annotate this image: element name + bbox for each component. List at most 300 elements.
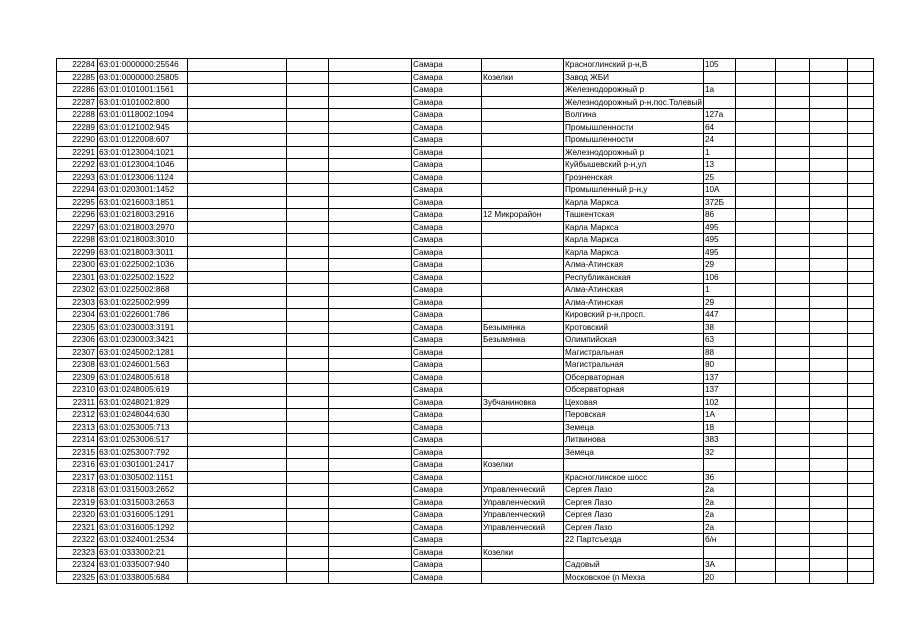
city-cell: Самара [412, 209, 482, 222]
locality-cell: 12 Микрорайон [482, 209, 564, 222]
table-row [57, 559, 874, 572]
empty-cell [287, 284, 329, 297]
empty-cell [809, 334, 847, 347]
empty-cell [329, 184, 412, 197]
empty-cell [329, 96, 412, 109]
house-cell: 10А [703, 184, 735, 197]
cadastral-number-cell: 63:01:0333002:21 [98, 546, 188, 559]
row-number-cell: 22319 [57, 496, 98, 509]
empty-cell [775, 84, 809, 97]
cadastral-number-cell: 63:01:0101002:800 [98, 96, 188, 109]
empty-cell [287, 96, 329, 109]
house-cell: 1 [703, 146, 735, 159]
city-cell: Самара [412, 384, 482, 397]
empty-cell [809, 396, 847, 409]
empty-cell [287, 196, 329, 209]
empty-cell [735, 421, 775, 434]
empty-cell [847, 296, 873, 309]
row-number-cell: 22305 [57, 321, 98, 334]
row-number-cell: 22320 [57, 509, 98, 522]
cadastral-number-cell: 63:01:0122008:607 [98, 134, 188, 147]
empty-cell [735, 334, 775, 347]
table-body [57, 59, 874, 584]
row-number-cell: 22306 [57, 334, 98, 347]
cadastral-number-cell: 63:01:0203001:1452 [98, 184, 188, 197]
table-row [57, 459, 874, 472]
empty-cell [809, 409, 847, 422]
street-cell: Перовская [564, 409, 704, 422]
street-cell: Карла Маркса [564, 221, 704, 234]
city-cell: Самара [412, 446, 482, 459]
row-number-cell: 22315 [57, 446, 98, 459]
locality-cell [482, 309, 564, 322]
empty-cell [735, 159, 775, 172]
empty-cell [735, 409, 775, 422]
city-cell: Самара [412, 309, 482, 322]
cadastral-number-cell: 63:01:0000000:25546 [98, 59, 188, 72]
empty-cell [188, 359, 287, 372]
locality-cell [482, 196, 564, 209]
row-number-cell: 22295 [57, 196, 98, 209]
house-cell: 105 [703, 59, 735, 72]
table-row [57, 321, 874, 334]
street-cell [564, 546, 704, 559]
empty-cell [329, 359, 412, 372]
locality-cell [482, 184, 564, 197]
empty-cell [847, 146, 873, 159]
street-cell: Литвинова [564, 434, 704, 447]
empty-cell [188, 121, 287, 134]
cadastral-number-cell: 63:01:0230003:3191 [98, 321, 188, 334]
empty-cell [809, 346, 847, 359]
empty-cell [735, 184, 775, 197]
house-cell [703, 546, 735, 559]
empty-cell [329, 309, 412, 322]
empty-cell [329, 271, 412, 284]
empty-cell [188, 409, 287, 422]
cadastral-number-cell: 63:01:0253005:713 [98, 421, 188, 434]
empty-cell [188, 134, 287, 147]
empty-cell [188, 534, 287, 547]
table-row [57, 84, 874, 97]
empty-cell [847, 384, 873, 397]
empty-cell [847, 396, 873, 409]
empty-cell [188, 521, 287, 534]
locality-cell [482, 84, 564, 97]
house-cell: 3А [703, 559, 735, 572]
row-number-cell: 22304 [57, 309, 98, 322]
empty-cell [188, 96, 287, 109]
empty-cell [775, 146, 809, 159]
row-number-cell: 22296 [57, 209, 98, 222]
empty-cell [735, 196, 775, 209]
empty-cell [329, 484, 412, 497]
locality-cell: Зубчаниновка [482, 396, 564, 409]
table-row [57, 471, 874, 484]
empty-cell [809, 559, 847, 572]
empty-cell [847, 184, 873, 197]
empty-cell [188, 434, 287, 447]
row-number-cell: 22284 [57, 59, 98, 72]
street-cell: Цеховая [564, 396, 704, 409]
empty-cell [847, 471, 873, 484]
street-cell: Промышленности [564, 121, 704, 134]
empty-cell [287, 309, 329, 322]
empty-cell [735, 434, 775, 447]
house-cell: 106 [703, 271, 735, 284]
empty-cell [188, 471, 287, 484]
city-cell: Самара [412, 271, 482, 284]
locality-cell: Управленческий [482, 484, 564, 497]
empty-cell [847, 371, 873, 384]
street-cell: Промышленности [564, 134, 704, 147]
empty-cell [287, 234, 329, 247]
empty-cell [188, 371, 287, 384]
cadastral-number-cell: 63:01:0225002:1522 [98, 271, 188, 284]
cadastral-number-cell: 63:01:0316005:1292 [98, 521, 188, 534]
table-row [57, 184, 874, 197]
empty-cell [329, 84, 412, 97]
cadastral-number-cell: 63:01:0305002:1151 [98, 471, 188, 484]
empty-cell [735, 384, 775, 397]
locality-cell: Безымянка [482, 321, 564, 334]
house-cell: 36 [703, 471, 735, 484]
empty-cell [809, 434, 847, 447]
street-cell [564, 459, 704, 472]
locality-cell [482, 471, 564, 484]
empty-cell [775, 284, 809, 297]
empty-cell [809, 71, 847, 84]
city-cell: Самара [412, 421, 482, 434]
empty-cell [287, 509, 329, 522]
empty-cell [847, 409, 873, 422]
cadastral-number-cell: 63:01:0218003:3010 [98, 234, 188, 247]
empty-cell [775, 509, 809, 522]
empty-cell [775, 234, 809, 247]
empty-cell [188, 246, 287, 259]
empty-cell [735, 496, 775, 509]
empty-cell [735, 309, 775, 322]
city-cell: Самара [412, 134, 482, 147]
city-cell: Самара [412, 571, 482, 584]
table-row [57, 384, 874, 397]
empty-cell [287, 471, 329, 484]
house-cell: 29 [703, 296, 735, 309]
empty-cell [775, 321, 809, 334]
locality-cell [482, 96, 564, 109]
city-cell: Самара [412, 334, 482, 347]
street-cell: Карла Маркса [564, 196, 704, 209]
empty-cell [847, 496, 873, 509]
empty-cell [287, 446, 329, 459]
city-cell: Самара [412, 196, 482, 209]
empty-cell [809, 296, 847, 309]
empty-cell [735, 559, 775, 572]
empty-cell [329, 259, 412, 272]
empty-cell [847, 171, 873, 184]
empty-cell [188, 209, 287, 222]
empty-cell [287, 496, 329, 509]
row-number-cell: 22294 [57, 184, 98, 197]
house-cell: 2а [703, 484, 735, 497]
table-row [57, 284, 874, 297]
table-row [57, 146, 874, 159]
empty-cell [809, 84, 847, 97]
empty-cell [188, 321, 287, 334]
empty-cell [809, 134, 847, 147]
row-number-cell: 22311 [57, 396, 98, 409]
row-number-cell: 22323 [57, 546, 98, 559]
city-cell: Самара [412, 171, 482, 184]
cadastral-number-cell: 63:01:0225002:868 [98, 284, 188, 297]
row-number-cell: 22325 [57, 571, 98, 584]
city-cell: Самара [412, 396, 482, 409]
house-cell: 13 [703, 159, 735, 172]
table-row [57, 134, 874, 147]
empty-cell [329, 221, 412, 234]
empty-cell [775, 346, 809, 359]
empty-cell [847, 359, 873, 372]
locality-cell [482, 134, 564, 147]
empty-cell [329, 521, 412, 534]
row-number-cell: 22314 [57, 434, 98, 447]
empty-cell [809, 196, 847, 209]
city-cell: Самара [412, 259, 482, 272]
city-cell: Самара [412, 59, 482, 72]
house-cell [703, 71, 735, 84]
empty-cell [847, 271, 873, 284]
city-cell: Самара [412, 534, 482, 547]
cadastral-number-cell: 63:01:0248044:630 [98, 409, 188, 422]
empty-cell [847, 84, 873, 97]
empty-cell [735, 521, 775, 534]
street-cell: Промышленный р-н,у [564, 184, 704, 197]
empty-cell [329, 471, 412, 484]
empty-cell [775, 446, 809, 459]
empty-cell [735, 546, 775, 559]
empty-cell [775, 159, 809, 172]
empty-cell [329, 371, 412, 384]
city-cell: Самара [412, 321, 482, 334]
street-cell: Алма-Атинская [564, 284, 704, 297]
empty-cell [735, 446, 775, 459]
street-cell: Карла Маркса [564, 246, 704, 259]
empty-cell [329, 396, 412, 409]
empty-cell [287, 209, 329, 222]
table-row [57, 96, 874, 109]
table-row [57, 296, 874, 309]
empty-cell [287, 221, 329, 234]
locality-cell [482, 284, 564, 297]
empty-cell [329, 321, 412, 334]
empty-cell [775, 559, 809, 572]
locality-cell [482, 346, 564, 359]
table-row [57, 171, 874, 184]
empty-cell [329, 421, 412, 434]
cadastral-number-cell: 63:01:0123006:1124 [98, 171, 188, 184]
empty-cell [287, 409, 329, 422]
table-row [57, 409, 874, 422]
house-cell: 24 [703, 134, 735, 147]
empty-cell [847, 309, 873, 322]
house-cell: 127а [703, 109, 735, 122]
row-number-cell: 22310 [57, 384, 98, 397]
street-cell: Обсерваторная [564, 371, 704, 384]
row-number-cell: 22318 [57, 484, 98, 497]
table-row [57, 71, 874, 84]
street-cell: Земеца [564, 446, 704, 459]
table-row [57, 334, 874, 347]
empty-cell [188, 484, 287, 497]
table-row [57, 234, 874, 247]
empty-cell [287, 121, 329, 134]
street-cell: Железнодорожный р [564, 84, 704, 97]
empty-cell [809, 459, 847, 472]
table-row [57, 246, 874, 259]
empty-cell [809, 421, 847, 434]
table-row [57, 546, 874, 559]
empty-cell [188, 396, 287, 409]
street-cell: Завод ЖБИ [564, 71, 704, 84]
locality-cell: Козелки [482, 459, 564, 472]
empty-cell [847, 559, 873, 572]
house-cell: 29 [703, 259, 735, 272]
empty-cell [188, 296, 287, 309]
cadastral-number-cell: 63:01:0315003:2653 [98, 496, 188, 509]
empty-cell [847, 109, 873, 122]
locality-cell [482, 59, 564, 72]
empty-cell [847, 234, 873, 247]
table-row [57, 434, 874, 447]
empty-cell [287, 384, 329, 397]
street-cell: Алма-Атинская [564, 296, 704, 309]
city-cell: Самара [412, 484, 482, 497]
empty-cell [735, 321, 775, 334]
street-cell: Магистральная [564, 346, 704, 359]
empty-cell [188, 446, 287, 459]
empty-cell [329, 384, 412, 397]
cadastral-number-cell: 63:01:0226001:786 [98, 309, 188, 322]
empty-cell [329, 496, 412, 509]
cadastral-number-cell: 63:01:0123004:1046 [98, 159, 188, 172]
empty-cell [809, 159, 847, 172]
empty-cell [329, 109, 412, 122]
cadastral-number-cell: 63:01:0218003:3011 [98, 246, 188, 259]
empty-cell [775, 496, 809, 509]
row-number-cell: 22290 [57, 134, 98, 147]
city-cell: Самара [412, 496, 482, 509]
house-cell: 2а [703, 521, 735, 534]
empty-cell [809, 359, 847, 372]
empty-cell [735, 171, 775, 184]
empty-cell [287, 159, 329, 172]
house-cell: 38 [703, 321, 735, 334]
empty-cell [809, 546, 847, 559]
city-cell: Самара [412, 359, 482, 372]
empty-cell [287, 321, 329, 334]
empty-cell [735, 459, 775, 472]
empty-cell [287, 571, 329, 584]
empty-cell [287, 459, 329, 472]
empty-cell [809, 146, 847, 159]
empty-cell [287, 59, 329, 72]
empty-cell [775, 259, 809, 272]
table-row [57, 359, 874, 372]
row-number-cell: 22313 [57, 421, 98, 434]
empty-cell [735, 109, 775, 122]
empty-cell [329, 284, 412, 297]
empty-cell [809, 471, 847, 484]
empty-cell [775, 409, 809, 422]
table-row [57, 509, 874, 522]
empty-cell [287, 546, 329, 559]
table-row [57, 421, 874, 434]
cadastral-number-cell: 63:01:0225002:999 [98, 296, 188, 309]
locality-cell [482, 146, 564, 159]
empty-cell [809, 271, 847, 284]
empty-cell [188, 84, 287, 97]
locality-cell: Козелки [482, 71, 564, 84]
house-cell: 80 [703, 359, 735, 372]
empty-cell [735, 121, 775, 134]
city-cell: Самара [412, 234, 482, 247]
empty-cell [775, 309, 809, 322]
row-number-cell: 22302 [57, 284, 98, 297]
empty-cell [188, 146, 287, 159]
empty-cell [329, 234, 412, 247]
street-cell: Сергея Лазо [564, 496, 704, 509]
house-cell: 88 [703, 346, 735, 359]
row-number-cell: 22308 [57, 359, 98, 372]
row-number-cell: 22324 [57, 559, 98, 572]
table-row [57, 534, 874, 547]
cadastral-number-cell: 63:01:0121002:945 [98, 121, 188, 134]
house-cell: 1А [703, 409, 735, 422]
empty-cell [847, 121, 873, 134]
empty-cell [775, 196, 809, 209]
empty-cell [329, 559, 412, 572]
empty-cell [188, 346, 287, 359]
row-number-cell: 22286 [57, 84, 98, 97]
house-cell: 495 [703, 221, 735, 234]
house-cell [703, 96, 735, 109]
empty-cell [735, 234, 775, 247]
empty-cell [188, 309, 287, 322]
table-row [57, 196, 874, 209]
empty-cell [735, 509, 775, 522]
table-row [57, 59, 874, 72]
empty-cell [329, 71, 412, 84]
empty-cell [809, 496, 847, 509]
street-cell: Ташкентская [564, 209, 704, 222]
empty-cell [847, 484, 873, 497]
empty-cell [847, 96, 873, 109]
empty-cell [847, 321, 873, 334]
house-cell: 383 [703, 434, 735, 447]
house-cell: 2а [703, 509, 735, 522]
empty-cell [188, 334, 287, 347]
empty-cell [847, 421, 873, 434]
empty-cell [775, 521, 809, 534]
empty-cell [809, 221, 847, 234]
house-cell [703, 459, 735, 472]
house-cell: 2а [703, 496, 735, 509]
empty-cell [735, 259, 775, 272]
empty-cell [775, 571, 809, 584]
empty-cell [735, 346, 775, 359]
locality-cell: Управленческий [482, 521, 564, 534]
empty-cell [188, 546, 287, 559]
